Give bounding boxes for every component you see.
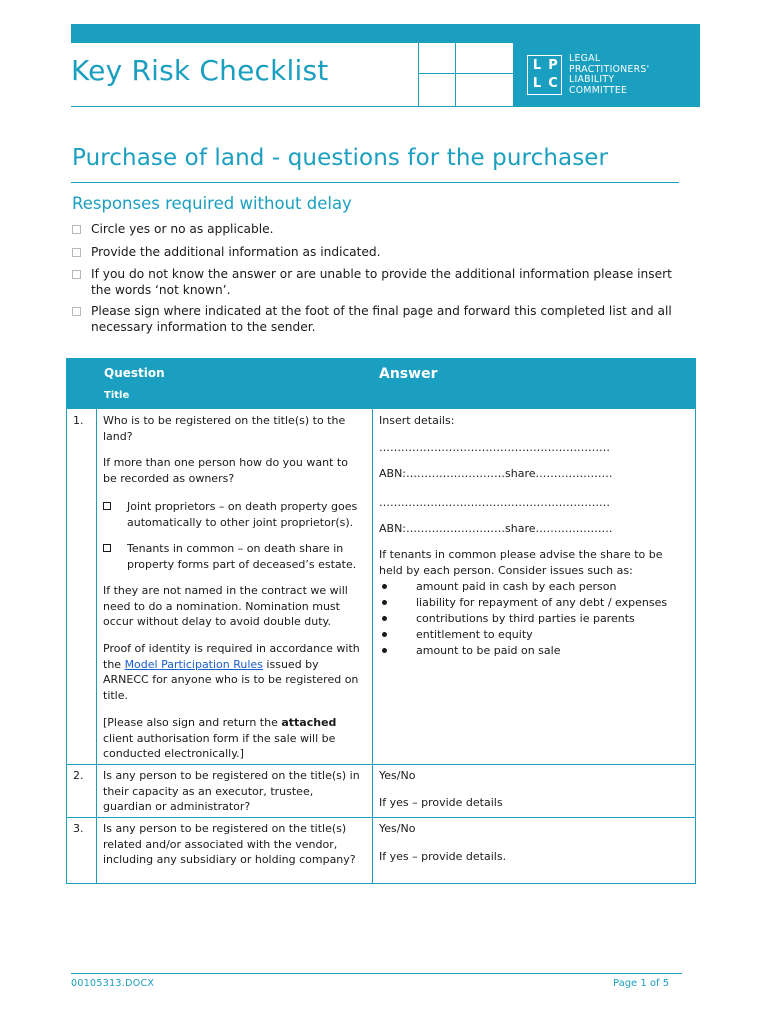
bullet-icon — [382, 632, 387, 637]
subheading: Responses required without delay — [72, 194, 352, 213]
bullet-icon — [382, 600, 387, 605]
logo-line: LIABILITY — [569, 74, 615, 85]
bullet-item — [379, 595, 684, 611]
question-text — [103, 715, 365, 762]
header-bar-left — [71, 24, 455, 42]
bullet-text: amount paid in cash by each person — [416, 580, 617, 593]
instruction-item — [72, 222, 682, 238]
header-divider — [418, 42, 419, 106]
bullet-text: liability for repayment of any debt / expenses — [416, 596, 668, 609]
checkbox-icon — [72, 248, 81, 257]
bullet-item — [379, 579, 684, 595]
table-header — [66, 358, 696, 408]
text-run: Proof of identity is required in accordance with the — [103, 642, 360, 671]
logo-letter: L — [532, 58, 542, 73]
instruction-item — [72, 245, 682, 261]
logo-letter: P — [548, 58, 558, 73]
logo-letter: L — [532, 76, 542, 91]
answer-field[interactable]: ABN:………………………share………………… — [379, 467, 613, 480]
bullet-icon — [382, 648, 387, 653]
checkbox-icon — [72, 307, 81, 316]
option-item — [103, 499, 365, 530]
instruction-item — [72, 304, 682, 335]
document-title: Key Risk Checklist — [71, 54, 329, 87]
text-run: [Please also sign and return the — [103, 716, 282, 729]
question-text: Is any person to be registered on the title(s) in their capacity as an executor, trustee, guardian or administrator? — [103, 769, 360, 813]
instruction-item — [72, 267, 682, 298]
logo-letter: C — [548, 76, 558, 91]
question-text: Who is to be registered on the title(s) to the land? — [103, 414, 346, 443]
yes-no-field[interactable]: Yes/No — [379, 769, 416, 782]
instruction-text: Circle yes or no as applicable. — [91, 222, 274, 236]
checkbox-icon — [72, 225, 81, 234]
logo-text — [569, 54, 649, 96]
bullet-text: entitlement to equity — [416, 628, 533, 641]
answer-text: If yes – provide details. — [379, 850, 507, 863]
footer-rule — [71, 973, 682, 974]
text-run: attached — [281, 716, 337, 729]
heading-rule — [71, 182, 679, 183]
instruction-text: Provide the additional information as indicated. — [91, 245, 381, 259]
lplc-logo — [513, 42, 700, 106]
header-bar-right — [455, 24, 700, 42]
logo-line: COMMITTEE — [569, 84, 628, 96]
bullet-icon — [382, 584, 387, 589]
document-id: 00105313.DOCX — [71, 978, 155, 989]
answer-field[interactable]: ABN:………………………share………………… — [379, 522, 613, 535]
text-run: issued by ARNECC for anyone who is to be registered on title. — [103, 657, 359, 702]
option-item — [103, 541, 365, 572]
bullet-text: contributions by third parties ie parents — [416, 612, 635, 625]
column-header-answer: Answer — [379, 366, 438, 382]
bullet-text: amount to be paid on sale — [416, 644, 561, 657]
answer-field[interactable]: ……………………………………………………… — [379, 441, 610, 454]
text-run: client authorisation form if the sale will be conducted electronically.] — [103, 731, 336, 760]
checkbox-icon — [103, 502, 111, 510]
option-text: Joint proprietors – on death property goes automatically to other joint proprietor(s). — [127, 500, 358, 529]
row-number: 3. — [73, 822, 84, 835]
header-divider — [418, 73, 513, 74]
row-number: 2. — [73, 769, 84, 782]
column-header-question: Question — [104, 366, 165, 380]
question-text: If they are not named in the contract we will need to do a nomination. Nomination must occur without delay to avoid double duty. — [103, 584, 348, 628]
yes-no-field[interactable]: Yes/No — [379, 822, 416, 835]
checkbox-icon — [72, 270, 81, 279]
section-title: Title — [104, 390, 130, 401]
logo-line: LEGAL — [569, 53, 601, 64]
bullet-icon — [382, 616, 387, 621]
question-text: If more than one person how do you want to be recorded as owners? — [103, 456, 348, 485]
answer-text: Insert details: — [379, 414, 455, 427]
model-participation-rules-link[interactable]: Model Participation Rules — [124, 657, 263, 671]
logo-mark — [527, 55, 562, 95]
option-text: Tenants in common – on death share in property forms part of deceased’s estate. — [127, 542, 357, 571]
bullet-item — [379, 611, 684, 627]
header-divider — [455, 24, 456, 106]
table-cell — [66, 408, 97, 765]
page-heading: Purchase of land - questions for the purchaser — [72, 145, 609, 171]
row-number: 1. — [73, 414, 84, 427]
instruction-text: If you do not know the answer or are unable to provide the additional information please insert the words ‘not known’. — [91, 267, 672, 297]
question-text: Is any person to be registered on the title(s) related and/or associated with the vendor, including any subsidiary or holding company? — [103, 822, 356, 866]
instruction-text: Please sign where indicated at the foot of the final page and forward this completed list and all necessary information to the sender. — [91, 304, 672, 334]
bullet-item — [379, 643, 684, 659]
checkbox-icon — [103, 544, 111, 552]
answer-text: If yes – provide details — [379, 796, 503, 809]
logo-line: PRACTITIONERS' — [569, 63, 650, 75]
bullet-item — [379, 627, 684, 643]
question-text — [103, 641, 365, 703]
page-number: Page 1 of 5 — [613, 978, 670, 989]
header-divider — [71, 106, 700, 107]
answer-field[interactable]: ……………………………………………………… — [379, 496, 610, 509]
answer-text: If tenants in common please advise the share to be held by each person. Consider issues such as: — [379, 548, 663, 577]
